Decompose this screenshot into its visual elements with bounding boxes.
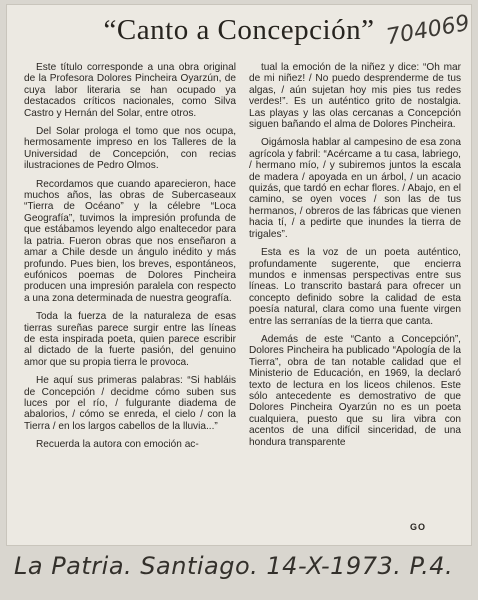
paragraph: He aquí sus primeras palabras: “Si habláis de Concepción / decidme cómo suben sus luces por el río, / fulgurante diadema de abalorios, / cómo se enreda, el cielo / con la Tierra / en los largos cabellos de la lluvia...” [24, 375, 236, 432]
handwritten-reference-number: 704069 [384, 10, 472, 51]
paragraph: Además de este “Canto a Concepción”, Dolores Pincheira ha publicado “Apología de la Tierra”, obra de tan notable calidad que el Ministerio de Educación, en 1969, la declaró texto de lectura en los liceos chilenos. Este sólo antecedente es demostrativo de que Dolores Pincheira Oyarzún no es un poeta cualquiera, puesto que su lira vibra con acentos de una difícil sinceridad, de una hondura transparente [249, 333, 461, 448]
paragraph: Este título corresponde a una obra original de la Profesora Dolores Pincheira Oyarzún, de cuya labor literaria se han ocupado ya destacados críticos nacionales, como Silva Castro y Hernán del Solar, entre otros. [24, 62, 236, 119]
paragraph: Recordamos que cuando aparecieron, hace muchos años, las obras de Subercaseaux “Tierra de Océano” y la célebre “Loca Geografía”, tuvimos la impresión profunda de que estábamos leyendo algo enaltecedor para la patria. Fueron obras que nos enseñaron a amar a Chile desde un ángulo inédito y más profundo. Pues bien, los breves, espontáneos, eufónicos poemas de Dolores Pincheira producen una impresión paralela con respecto a una zona determinada de nuestra geografía. [24, 178, 236, 304]
handwritten-source-note: La Patria. Santiago. 14-X-1973. P.4. [14, 552, 454, 580]
article-title: “Canto a Concepción” [103, 14, 375, 46]
left-column [24, 62, 236, 458]
newspaper-clipping [6, 4, 472, 546]
paragraph: Del Solar prologa el tomo que nos ocupa, hermosamente impreso en los Talleres de la Universidad de Concepción, con recias ilustraciones de Pedro Olmos. [24, 126, 236, 172]
author-initials: GO [410, 522, 427, 532]
paragraph: Toda la fuerza de la naturaleza de esas tierras sureñas parece surgir entre las líneas de esta inspirada poeta, quien parece escribir al dictado de la fuerte pasión, del genuino amor que su propia tierra le provoca. [24, 311, 236, 368]
paragraph: Esta es la voz de un poeta auténtico, profundamente sugerente, que encierra mundos e inmensas perspectivas entre sus líneas. Lo transcrito bastará para ofrecer un concepto definido sobre la calidad de esta poesía natural, clara como una fuente virgen entre las serranías de la tierra que canta. [249, 247, 461, 327]
right-column [249, 62, 461, 455]
paragraph: Oigámosla hablar al campesino de esa zona agrícola y fabril: “Acércame a tu casa, labriego, / hermano mío, / y subiremos juntos la escala de madera / apoyada en un árbol, / un acacio quizás, que tardó en echar flores. / Abajo, en el camino, se oyen voces / son las de tus hermanos, / obreros de las fábricas que vienen hacia tí, / a pedirte que inundes la tierra de trigales”. [249, 137, 461, 240]
paragraph: tual la emoción de la niñez y dice: “Oh mar de mi niñez! / No puedo desprenderme de tus algas, / aún sujetan hoy mis pies tus redes verdes!”. Es un auténtico grito de nostalgia. Las playas y las olas cercanas a Concepción siguen bañando el alma de Dolores Pincheira. [249, 62, 461, 131]
paragraph: Recuerda la autora con emoción ac- [36, 439, 199, 451]
